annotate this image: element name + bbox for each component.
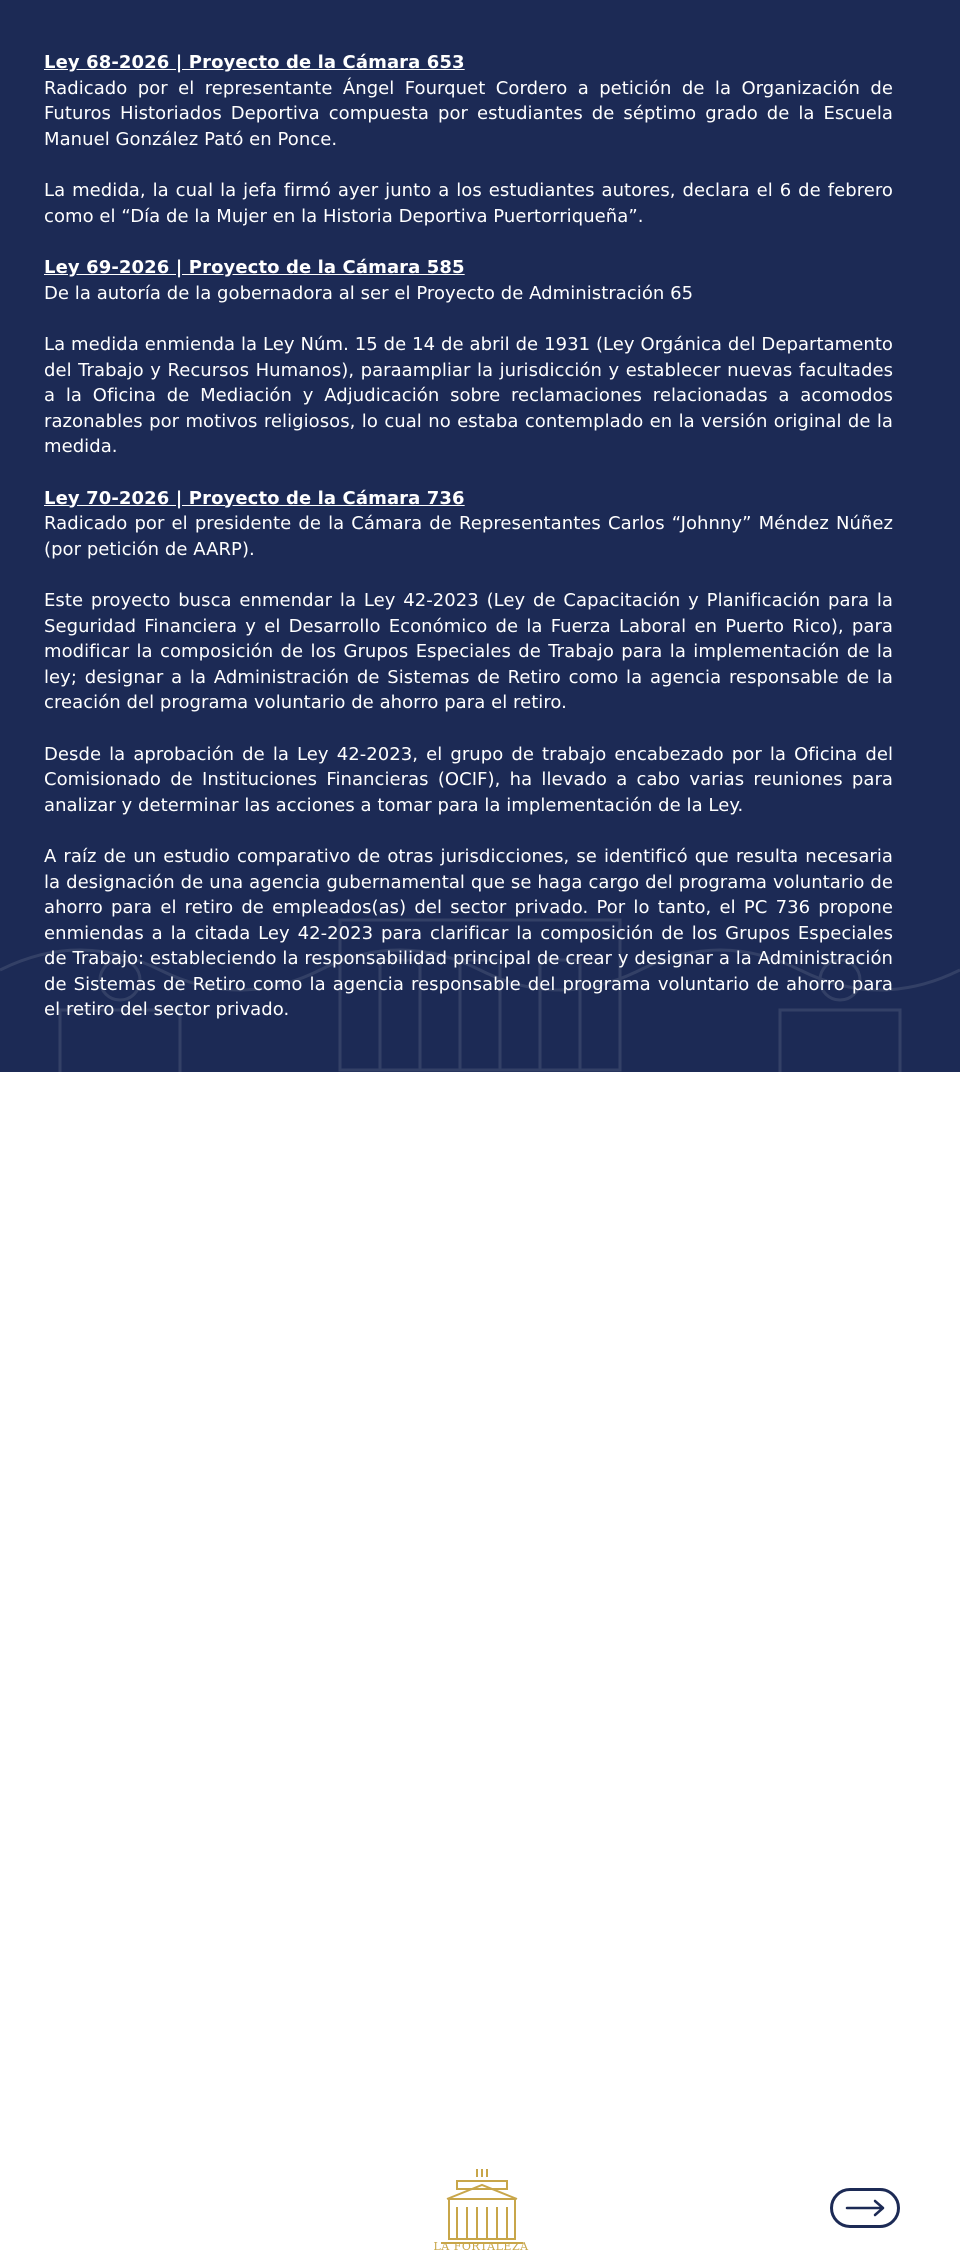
law-section-68 [44, 50, 893, 229]
logo-text: LA FORTALEZA [433, 2240, 529, 2253]
paragraph: La medida enmienda la Ley Núm. 15 de 14 de abril de 1931 (Ley Orgánica del Departamento del Trabajo y Recursos Humanos), paraampliar la jurisdicción y establecer nuevas facultades a la Oficina de Mediación y Adjudicación sobre reclamaciones relacionadas a acomodos razonables por motivos religiosos, lo cual no estaba contemplado en la versión original de la medida. [44, 334, 893, 457]
paragraph: De la autoría de la gobernadora al ser el Proyecto de Administración 65 [44, 282, 694, 304]
paragraph: Radicado por el presidente de la Cámara de Representantes Carlos “Johnny” Méndez Núñez (por petición de AARP). [44, 513, 893, 560]
law-heading: Ley 69-2026 | Proyecto de la Cámara 585 [44, 257, 465, 278]
paragraph: La medida, la cual la jefa firmó ayer junto a los estudiantes autores, declara el 6 de febrero como el “Día de la Mujer en la Historia Deportiva Puertorriqueña”. [44, 180, 893, 227]
law-section-69 [44, 255, 893, 460]
paragraph: Desde la aprobación de la Ley 42-2023, el grupo de trabajo encabezado por la Oficina del Comisionado de Instituciones Financieras (OCIF), ha llevado a cabo varias reuniones para analizar y determinar las acciones a tomar para la implementación de la Ley. [44, 743, 893, 816]
paragraph: A raíz de un estudio comparativo de otras jurisdicciones, se identificó que resulta necesaria la designación de una agencia gubernamental que se haga cargo del programa voluntario de ahorro para el retiro de empleados(as) del sector privado. Por lo tanto, el PC 736 propone enmiendas a la citada Ley 42-2023 para clarificar la composición de los Grupos Especiales de Trabajo: estableciendo la responsabilidad principal de crear y designar a la Administración de Sistemas de Retiro como la agencia responsable del programa voluntario de ahorro para el retiro del sector privado. [44, 846, 893, 1020]
paragraph: Este proyecto busca enmendar la Ley 42-2023 (Ley de Capacitación y Planificación para la Seguridad Financiera y el Desarrollo Económico de la Fuerza Laboral en Puerto Rico), para modificar la composición de los Grupos Especiales de Trabajo para la implementación de la ley; designar a la Administración de Sistemas de Retiro como la agencia responsable de la creación del programa voluntario de ahorro para el retiro. [44, 590, 893, 713]
document-body [44, 50, 893, 1049]
content-panel [0, 0, 960, 1072]
law-section-70 [44, 486, 893, 1023]
paragraph: Radicado por el representante Ángel Fourquet Cordero a petición de la Organización de Futuros Historiados Deportiva compuesta por estudiantes de séptimo grado de la Escuela Manuel González Pató en Ponce. [44, 77, 893, 150]
arrow-right-icon [845, 2199, 887, 2217]
footer [0, 1072, 960, 2253]
law-heading: Ley 68-2026 | Proyecto de la Cámara 653 [44, 52, 465, 73]
next-button[interactable] [830, 2188, 900, 2228]
law-heading: Ley 70-2026 | Proyecto de la Cámara 736 [44, 487, 465, 509]
